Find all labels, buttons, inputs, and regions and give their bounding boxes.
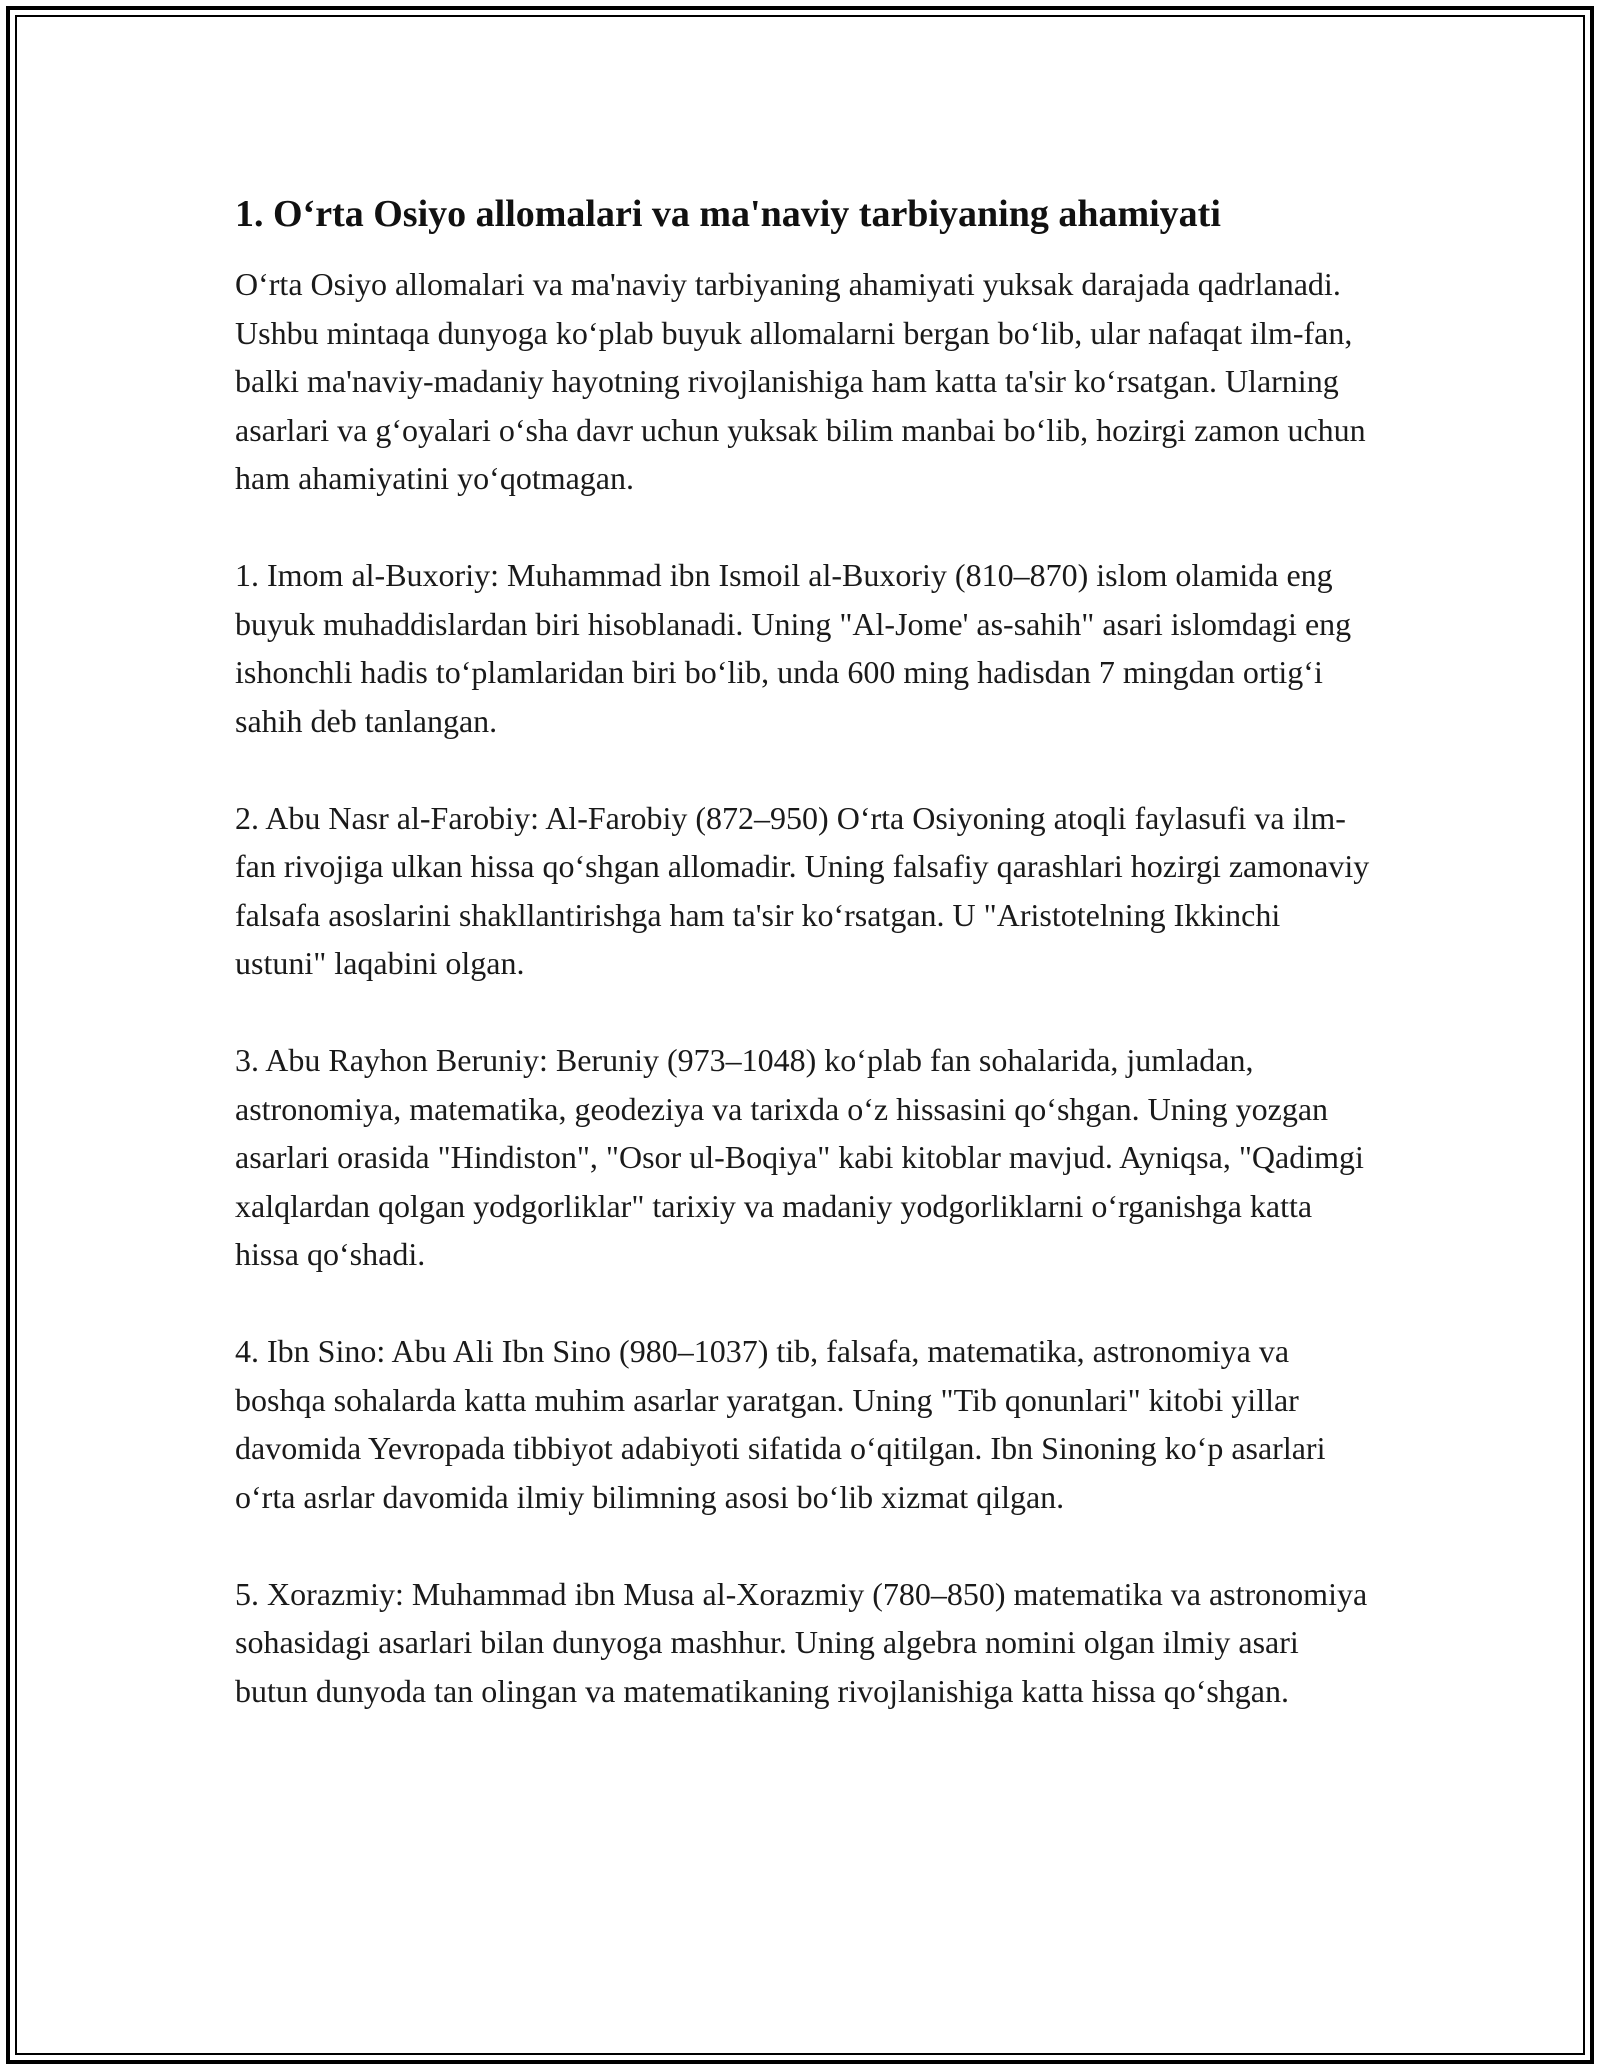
paragraph-farobiy: 2. Abu Nasr al-Farobiy: Al-Farobiy (872–950) O‘rta Osiyoning atoqli faylasufi va ilm-fan rivojiga ulkan hissa qo‘shgan allomadir. Uning falsafiy qarashlari hozirgi zamonaviy falsafa asoslarini shakllantirishga ham ta'sir ko‘rsatgan. U "Aristotelning Ikkinchi ustuni" laqabini olgan. [235, 799, 1370, 981]
paragraph-beruniy: 3. Abu Rayhon Beruniy: Beruniy (973–1048) ko‘plab fan sohalarida, jumladan, astronomiya, matematika, geodeziya va tarixda o‘z hissasini qo‘shgan. Uning yozgan asarlari orasida "Hindiston", "Osor ul-Boqiya" kabi kitoblar mavjud. Ayniqsa, "Qadimgi xalqlardan qolgan yodgorliklar" tarixiy va madaniy yodgorliklarni o‘rganishga katta hissa qo‘shadi. [235, 1042, 1364, 1272]
document-body [235, 186, 1375, 1764]
intro-paragraph: O‘rta Osiyo allomalari va ma'naviy tarbiyaning ahamiyati yuksak darajada qadrlanadi. Ushbu mintaqa dunyoga ko‘plab buyuk allomalarni bergan bo‘lib, ular nafaqat ilm-fan, balki ma'naviy-madaniy hayotning rivojlanishiga ham katta ta'sir ko‘rsatgan. Ularning asarlari va g‘oyalari o‘sha davr uchun yuksak bilim manbai bo‘lib, hozirgi zamon uchun ham ahamiyatini yo‘qotmagan. [235, 266, 1366, 496]
paragraph-buxoriy: 1. Imom al-Buxoriy: Muhammad ibn Ismoil al-Buxoriy (810–870) islom olamida eng buyuk muhaddislardan biri hisoblanadi. Uning "Al-Jome' as-sahih" asari islomdagi eng ishonchli hadis to‘plamlaridan biri bo‘lib, unda 600 ming hadisdan 7 mingdan ortig‘i sahih deb tanlangan. [235, 557, 1352, 739]
paragraph-ibn-sino: 4. Ibn Sino: Abu Ali Ibn Sino (980–1037) tib, falsafa, matematika, astronomiya va boshqa sohalarda katta muhim asarlar yaratgan. Uning "Tib qonunlari" kitobi yillar davomida Yevropada tibbiyot adabiyoti sifatida o‘qitilgan. Ibn Sinoning ko‘p asarlari o‘rta asrlar davomida ilmiy bilimning asosi bo‘lib xizmat qilgan. [235, 1333, 1326, 1515]
paragraph-xorazmiy: 5. Xorazmiy: Muhammad ibn Musa al-Xorazmiy (780–850) matematika va astronomiya sohasidagi asarlari bilan dunyoga mashhur. Uning algebra nomini olgan ilmiy asari butun dunyoda tan olingan va matematikaning rivojlanishiga katta hissa qo‘shgan. [235, 1575, 1368, 1709]
section-title: 1. O‘rta Osiyo allomalari va ma'naviy tarbiyaning ahamiyati [235, 193, 1221, 235]
